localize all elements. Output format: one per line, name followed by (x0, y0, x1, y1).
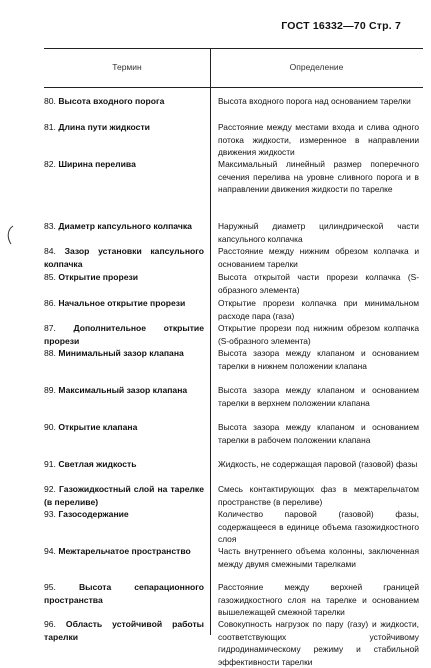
definition-cell: Жидкость, не содержащая паровой (газовой) фазы (218, 459, 418, 469)
term-cell: 85. Открытие прорези (44, 272, 139, 282)
term-cell: 96. Область устойчивой работы тарелки (44, 619, 204, 642)
definition-cell: Максимальный линейный размер поперечного сечения перелива на уровне сливного порога и в направлении движения жидкости по тарелке (218, 159, 419, 195)
definition-column-header: Определение (289, 62, 344, 72)
term-text: Начальное открытие прорези (58, 298, 186, 308)
term-cell: 80. Высота входного порога (44, 96, 165, 106)
term-text: Дополнительное открытие прорези (44, 323, 204, 346)
document-id: ГОСТ 16332—70 Стр. 7 (281, 20, 401, 32)
term-text: Газосодержание (58, 509, 129, 519)
term-text: Диаметр капсульного колпачка (58, 221, 192, 231)
definition-cell: Расстояние между местами входа и слива одного потока жидкости, измеренное в направлении движения жидкости (218, 122, 419, 158)
term-text: Открытие прорези (58, 272, 139, 282)
definition-cell: Расстояние между нижним обрезом колпачка и основанием тарелки (218, 246, 419, 269)
definition-cell: Высота открытой части прорези колпачка (S-образного элемента) (218, 272, 419, 295)
term-text: Зазор установки капсульного колпачка (44, 246, 204, 269)
definition-cell: Смесь контактирующих фаз в межтарельчатом пространстве (в переливе) (218, 484, 419, 507)
term-cell: 94. Межтарельчатое пространство (44, 546, 191, 556)
term-text: Межтарельчатое пространство (58, 546, 191, 556)
term-text: Высота входного порога (58, 96, 165, 106)
term-text: Максимальный зазор клапана (58, 385, 188, 395)
term-cell: 88. Минимальный зазор клапана (44, 348, 184, 358)
definition-cell: Расстояние между верхней границей газожидкостного слоя на тарелке и основанием вышележащей смежной тарелки (218, 582, 419, 618)
term-cell: 84. Зазор установки капсульного колпачка (44, 246, 204, 269)
term-text: Открытие клапана (58, 422, 138, 432)
definition-cell: Высота зазора между клапаном и основанием тарелки в верхнем положении клапана (218, 385, 419, 408)
term-cell: 86. Начальное открытие прорези (44, 298, 186, 308)
term-cell: 83. Диаметр капсульного колпачка (44, 221, 192, 231)
term-text: Минимальный зазор клапана (58, 348, 184, 358)
definition-cell: Открытие прорези под нижним обрезом колпачка (S-образного элемента) (218, 323, 419, 346)
term-cell: 93. Газосодержание (44, 509, 129, 519)
margin-bracket-mark (4, 224, 16, 246)
term-cell: 87. Дополнительное открытие прорези (44, 323, 204, 346)
definition-cell: Часть внутреннего объема колонны, заключенная между двумя смежными тарелками (218, 546, 419, 569)
term-cell: 82. Ширина перелива (44, 159, 136, 169)
definition-cell: Количество паровой (газовой) фазы, содержащееся в единице объема газожидкостного слоя (218, 509, 419, 545)
definition-cell: Совокупность нагрузок по пару (газу) и жидкости, соответствующих устойчивому гидродинамическому режиму и стабильной эффективности тарелки (218, 619, 419, 667)
term-cell: 91. Светлая жидкость (44, 459, 137, 469)
term-text: Ширина перелива (58, 159, 136, 169)
term-cell: 81. Длина пути жидкости (44, 122, 150, 132)
page-header (0, 20, 431, 40)
term-text: Область устойчивой работы тарелки (44, 619, 204, 642)
term-text: Длина пути жидкости (58, 122, 150, 132)
definition-cell: Высота зазора между клапаном и основанием тарелки в нижнем положении клапана (218, 348, 419, 371)
definition-cell: Открытие прорези колпачка при минимальном расходе пара (газа) (218, 298, 419, 321)
term-text: Газожидкостный слой на тарелке (в переливе) (44, 484, 205, 507)
term-column-header: Термин (112, 62, 142, 72)
definition-cell: Высота входного порога над основанием тарелки (218, 96, 411, 106)
terms-table (44, 48, 423, 667)
term-cell: 95. Высота сепарационного пространства (44, 582, 204, 605)
term-cell: 92. Газожидкостный слой на тарелке (в переливе) (44, 484, 205, 507)
term-cell: 90. Открытие клапана (44, 422, 138, 432)
term-cell: 89. Максимальный зазор клапана (44, 385, 188, 395)
term-text: Высота сепарационного пространства (44, 582, 204, 605)
table-header (44, 49, 423, 88)
term-text: Светлая жидкость (58, 459, 137, 469)
definition-cell: Высота зазора между клапаном и основанием тарелки в рабочем положении клапана (218, 422, 419, 445)
definition-cell: Наружный диаметр цилиндрической части капсульного колпачка (218, 221, 419, 244)
column-divider (210, 49, 211, 635)
